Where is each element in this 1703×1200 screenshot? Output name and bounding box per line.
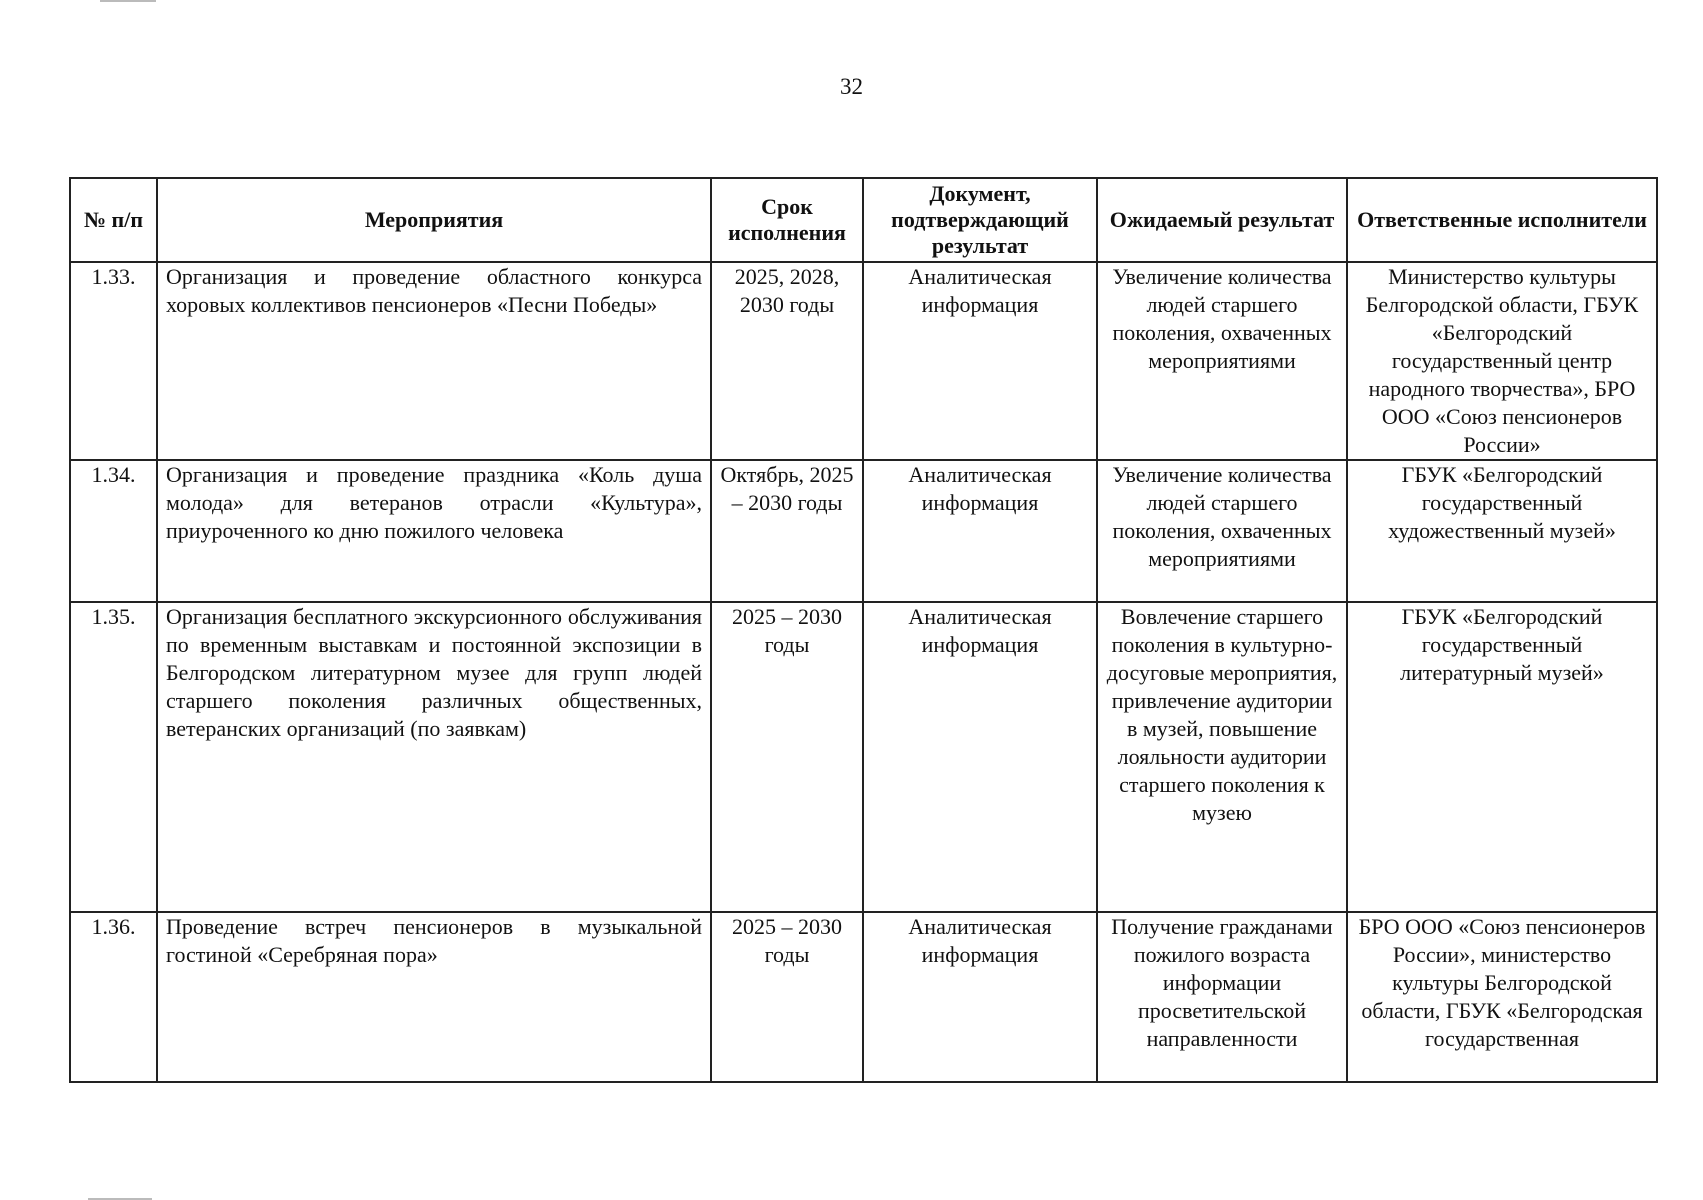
cell-activity: Организация и проведение областного конкурса хоровых коллективов пенсионеров «Песни Победы» (157, 262, 711, 460)
cell-document: Аналитическая информация (863, 262, 1097, 460)
table-row (70, 912, 1657, 1082)
cell-num: 1.33. (70, 262, 157, 460)
cell-activity: Проведение встреч пенсионеров в музыкальной гостиной «Серебряная пора» (157, 912, 711, 1082)
cell-activity: Организация и проведение праздника «Коль душа молода» для ветеранов отрасли «Культура», приуроченного ко дню пожилого человека (157, 460, 711, 602)
header-responsible: Ответственные исполнители (1347, 178, 1657, 262)
cell-result: Вовлечение старшего поколения в культурно-досуговые мероприятия, привлечение аудитории в музей, повышение лояльности аудитории старшего поколения к музею (1097, 602, 1347, 912)
cell-term: 2025 – 2030 годы (711, 912, 863, 1082)
table-row (70, 602, 1657, 912)
header-result: Ожидаемый результат (1097, 178, 1347, 262)
cell-responsible: ГБУК «Белгородский государственный литературный музей» (1347, 602, 1657, 912)
header-activity: Мероприятия (157, 178, 711, 262)
cell-activity: Организация бесплатного экскурсионного обслуживания по временным выставкам и постоянной экспозиции в Белгородском литературном музее для групп людей старшего поколения различных общественных, ветеранских организаций (по заявкам) (157, 602, 711, 912)
cell-result: Увеличение количества людей старшего поколения, охваченных мероприятиями (1097, 460, 1347, 602)
cell-term: Октябрь, 2025 – 2030 годы (711, 460, 863, 602)
activities-table (69, 177, 1658, 1083)
page-number: 32 (840, 74, 863, 99)
table-row (70, 460, 1657, 602)
header-term: Срок исполнения (711, 178, 863, 262)
header-num: № п/п (70, 178, 157, 262)
cell-num: 1.36. (70, 912, 157, 1082)
cell-document: Аналитическая информация (863, 912, 1097, 1082)
table-header-row (70, 178, 1657, 262)
cell-document: Аналитическая информация (863, 602, 1097, 912)
table-row (70, 262, 1657, 460)
cell-result: Увеличение количества людей старшего поколения, охваченных мероприятиями (1097, 262, 1347, 460)
cell-num: 1.34. (70, 460, 157, 602)
cell-term: 2025 – 2030 годы (711, 602, 863, 912)
cell-num: 1.35. (70, 602, 157, 912)
cell-responsible: ГБУК «Белгородский государственный художественный музей» (1347, 460, 1657, 602)
cell-result: Получение гражданами пожилого возраста информации просветительской направленности (1097, 912, 1347, 1082)
top-scan-mark (100, 0, 156, 2)
cell-responsible: БРО ООО «Союз пенсионеров России», министерство культуры Белгородской области, ГБУК «Белгородская государственная (1347, 912, 1657, 1082)
cell-responsible: Министерство культуры Белгородской области, ГБУК «Белгородский государственный центр народного творчества», БРО ООО «Союз пенсионеров России» (1347, 262, 1657, 460)
cell-document: Аналитическая информация (863, 460, 1097, 602)
header-document: Документ, подтверждающий результат (863, 178, 1097, 262)
cell-term: 2025, 2028, 2030 годы (711, 262, 863, 460)
